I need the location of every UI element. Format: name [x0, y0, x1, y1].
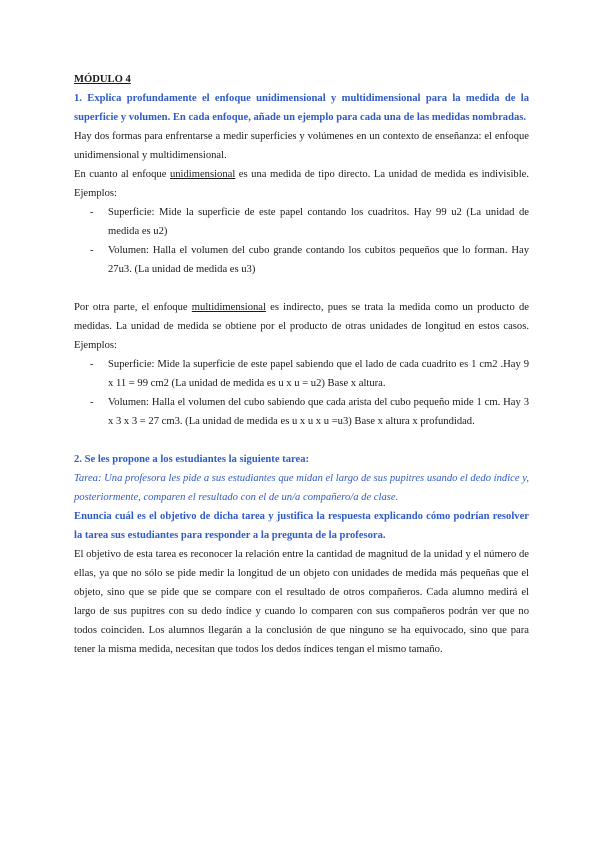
q1-multidimensional-paragraph: [74, 298, 529, 355]
multi-examples-list: [74, 355, 529, 431]
question-2-prompt: Enuncia cuál es el objetivo de dicha tarea y justifica la respuesta explicando cómo podrían resolver la tarea sus estudiantes para responder a la pregunta de la profesora.: [74, 511, 529, 541]
question-2-heading: 2. Se les propone a los estudiantes la siguiente tarea:: [74, 454, 310, 465]
multi-prefix: Por otra parte, el enfoque: [74, 302, 192, 313]
list-item: - Superficie: Mide la superficie de este papel sabiendo que el lado de cada cuadrito es 1 cm2 .Hay 9 x 11 = 99 cm2 (La unidad de medida es u x u = u2) Base x altura.: [108, 355, 529, 393]
uni-prefix: En cuanto al enfoque: [74, 169, 170, 180]
uni-examples-list: [74, 203, 529, 279]
q1-unidimensional-paragraph: [74, 165, 529, 203]
uni-term: unidimensional: [169, 169, 236, 180]
multi-suffix: es indirecto, pues se trata la medida como un producto de medidas. La unidad de medida se obtiene por el producto de otras unidades de longitud en estos casos. Ejemplos:: [74, 302, 529, 351]
list-item: - Volumen: Halla el volumen del cubo sabiendo que cada arista del cubo pequeño mide 1 cm. Hay 3 x 3 x 3 = 27 cm3. (La unidad de medida es u x u x u =u3) Base x altura x profundidad.: [108, 393, 529, 431]
question-2-task: Tarea: Una profesora les pide a sus estudiantes que midan el largo de sus pupitres usando el dedo índice y, posteriormente, comparen el resultado con el de un/a compañero/a de clase.: [74, 473, 529, 503]
list-item: - Superficie: Mide la superficie de este papel contando los cuadritos. Hay 99 u2 (La unidad de medida es u2): [108, 203, 529, 241]
question-2-answer: El objetivo de esta tarea es reconocer la relación entre la cantidad de magnitud de la unidad y el número de ellas, ya que no sólo se pide medir la longitud de un objeto con unidades de medida más pequeñas que el objeto, sino que se pide que se compare con el resultado de otros compañeros. Cada alumno medirá el largo de sus pupitres con su dedo índice y cuando lo comparen con sus compañeros podrán ver que no todos coinciden. Los alumnos llegarán a la conclusión de que ninguno se ha equivocado, sino que para tener la misma medida, necesitan que todos los dedos índices tengan el mismo tamaño.: [74, 549, 529, 655]
uni-suffix: es una medida de tipo directo. La unidad de medida es indivisible. Ejemplos:: [74, 169, 529, 199]
list-item: - Volumen: Halla el volumen del cubo grande contando los cubitos pequeños que lo forman. Hay 27u3. (La unidad de medida es u3): [108, 241, 529, 279]
document-body: [74, 70, 529, 659]
module-title: MÓDULO 4: [74, 74, 131, 85]
q1-intro: Hay dos formas para enfrentarse a medir superficies y volúmenes en un contexto de enseñanza: el enfoque unidimensional y multidimensional.: [74, 131, 529, 161]
question-1: 1. Explica profundamente el enfoque unidimensional y multidimensional para la medida de la superficie y volumen. En cada enfoque, añade un ejemplo para cada una de las medidas nombradas.: [74, 93, 529, 123]
multi-term: multidimensional: [191, 302, 266, 313]
